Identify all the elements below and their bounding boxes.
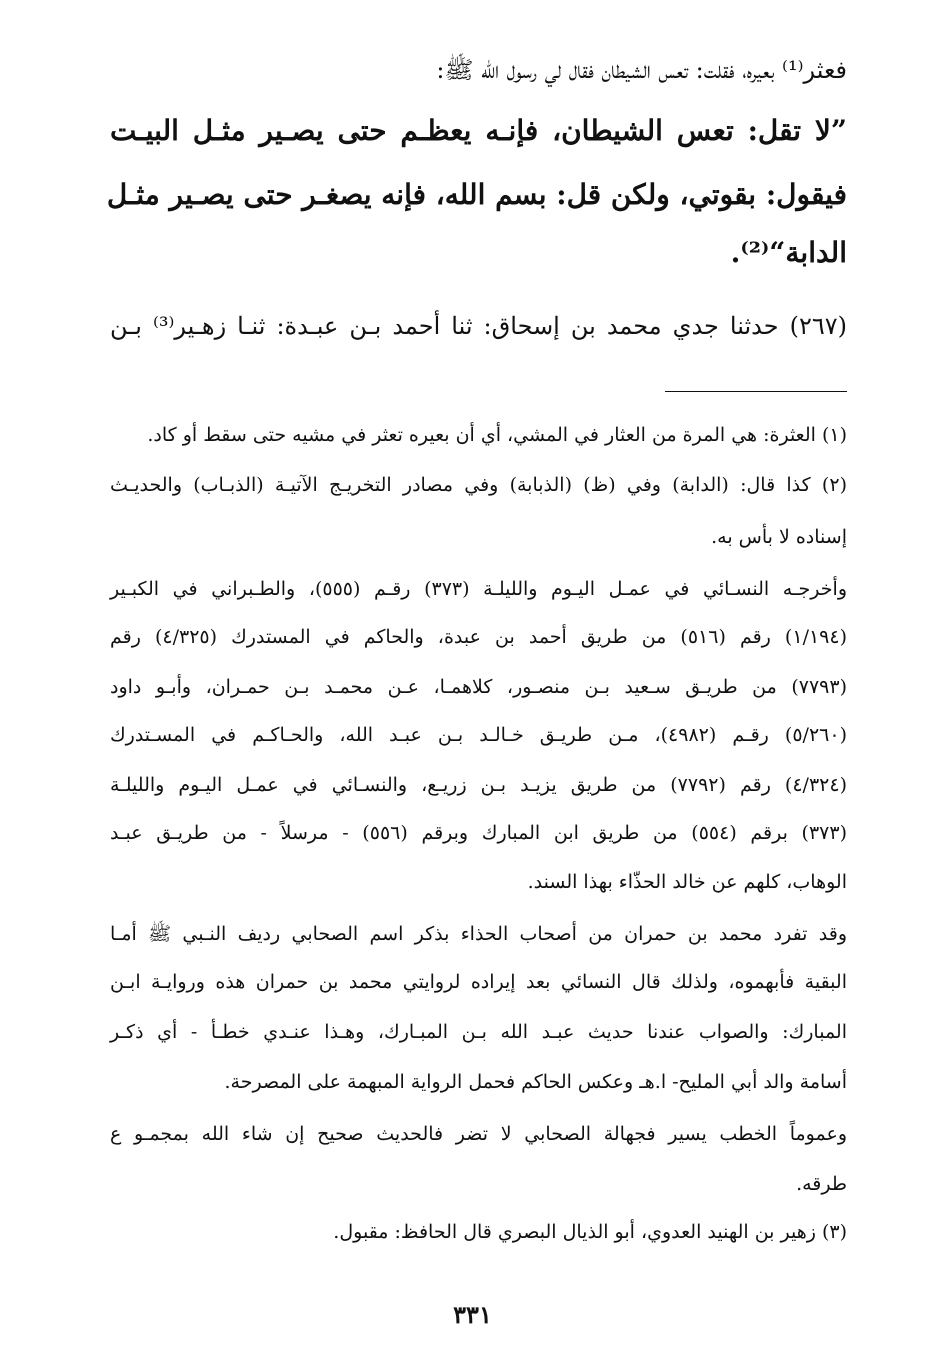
footnote-2-line-6: (٥/٢٦٠) رقـم (٤٩٨٢)، مـن طريـق خـالـد بـن عبـد الله، والحـاكـم في المسـتدرك — [110, 724, 847, 746]
footnote-2-line-1: (٢) كذا قال: (الدابة) وفي (ظ) (الذبابة) وفي مصادر التخريـج الآتيـة (الذبـاب) والحديـث — [110, 474, 847, 496]
footnote-2-line-11: البقية فأبهموه، ولذلك قال النسائي بعد إيراده لروايتي محمد بن حمران هذه وروايـة ابـن — [110, 971, 847, 993]
footnote-2-line-3: وأخرجـه النسـائي في عمـل اليـوم والليلـة (٣٧٣) رقـم (٥٥٥)، والطـبراني في الكبـير — [110, 578, 847, 600]
isnad-line: (٢٦٧) حدثنا جدي محمد بن إسحاق: ثنا أحمد بـن عبـدة: ثنـا زهـير⁽³⁾ بـن — [110, 312, 847, 340]
footnote-2-line-13: أسامة والد أبي المليح- ا.هـ وعكس الحاكم فحمل الرواية المبهمة على المصرحة. — [224, 1071, 847, 1093]
footnote-2-line-10: وقد تفرد محمد بن حمران من أصحاب الحذاء بذكر اسم الصحابي رديف النـبي ﷺ أمـا — [110, 923, 847, 945]
hadith-line-2: فيقول: بقوتي، ولكن قل: بسم الله، فإنه يصغـر حتى يصـير مثـل — [106, 178, 847, 211]
footnote-2-line-4: (١/١٩٤) رقم (٥١٦) من طريق أحمد بن عبدة، والحاكم في المستدرك (٤/٣٢٥) رقم — [110, 626, 848, 648]
hadith-line-3: الدابة“⁽²⁾. — [730, 236, 847, 269]
footnote-2-line-2: إسناده لا بأس به. — [711, 526, 847, 548]
page-number: ٣٣١ — [453, 1300, 492, 1329]
footnote-2-line-12: المبارك: والصواب عندنا حديث عبـد الله بـن المبـارك، وهـذا عنـدي خطـأ - أي ذكـر — [110, 1021, 847, 1043]
footnote-1: (١) العثرة: هي المرة من العثار في المشي، أي أن بعيره تعثر في مشيه حتى سقط أو كاد. — [147, 424, 847, 446]
footnote-2-line-8: (٣٧٣) برقم (٥٥٤) من طريق ابن المبارك وبرقم (٥٥٦) - مرسلاً - من طريـق عبـد — [110, 822, 848, 844]
footnote-2-line-7: (٤/٣٢٤) رقم (٧٧٩٢) من طريق يزيـد بـن زريـع، والنسـائي في عمـل اليـوم والليلـة — [110, 774, 847, 796]
footnote-separator — [665, 391, 847, 392]
footnote-2-line-9: الوهاب، كلهم عن خالد الحذّاء بهذا السند. — [527, 871, 847, 893]
hadith-line-1: ”لا تقل: تعس الشيطان، فإنـه يعظـم حتى يصـير مثـل البيـت — [110, 114, 847, 147]
footnote-2-line-15: طرقه. — [796, 1173, 847, 1195]
footnote-3: (٣) زهير بن الهنيد العدوي، أبو الذيال البصري قال الحافظ: مقبول. — [333, 1221, 847, 1243]
text-line-1: فعثر⁽¹⁾ بعيره، فقلت: تعس الشيطان فقال لي رسول الله ﷺ: — [436, 56, 847, 84]
footnote-2-line-5: (٧٧٩٣) من طريـق سـعيد بـن منصـور، كلاهمـا، عـن محمـد بـن حمـران، وأبـو داود — [110, 676, 847, 698]
footnote-2-line-14: وعموماً الخطب يسير فجهالة الصحابي لا تضر فالحديث صحيح إن شاء الله بمجمـو ع — [110, 1123, 847, 1145]
